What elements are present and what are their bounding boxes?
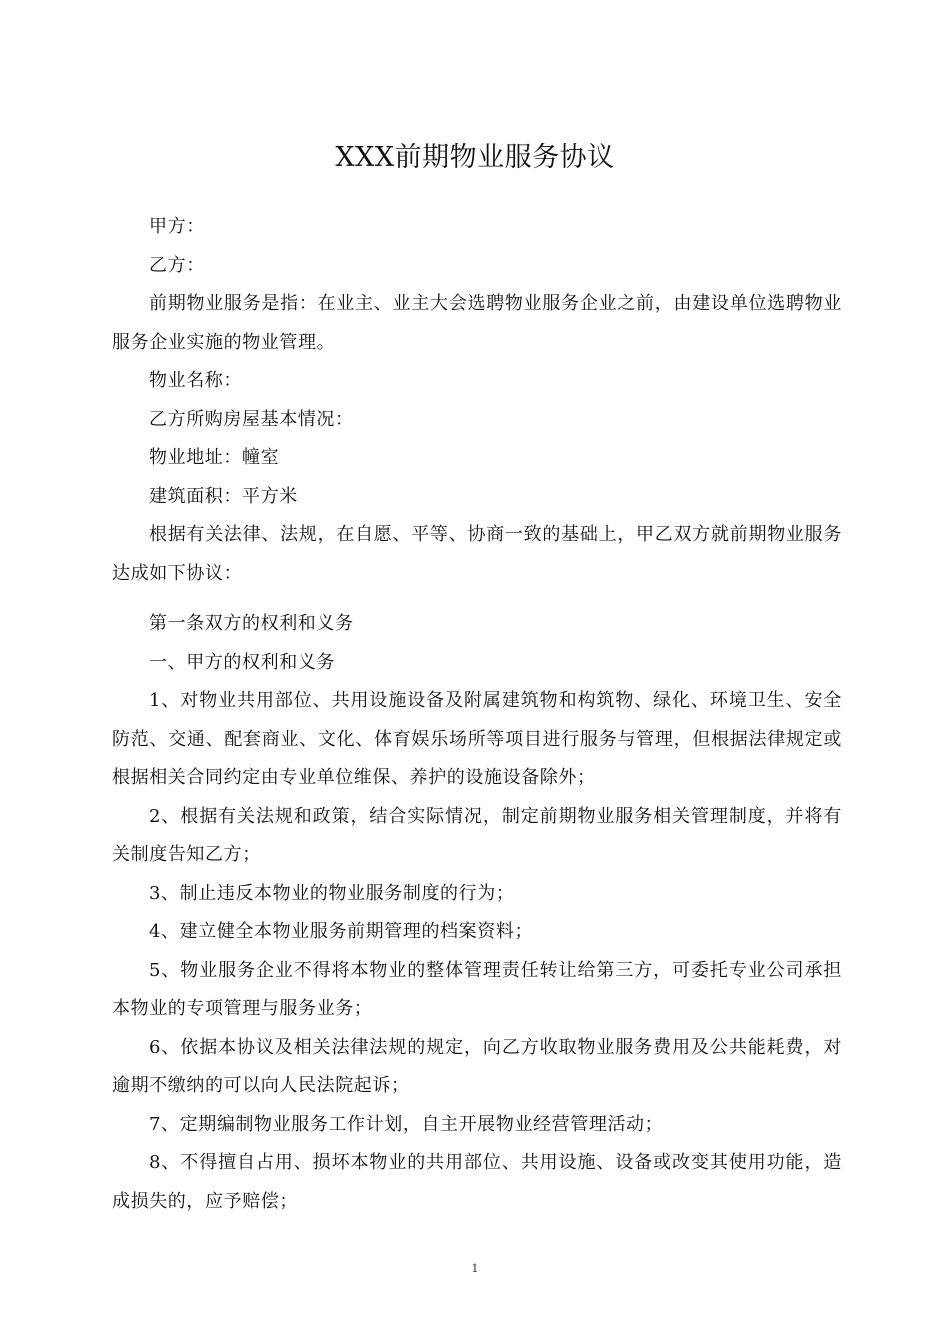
page-number: 1 xyxy=(471,1262,479,1275)
document-body xyxy=(112,208,842,1221)
definition-paragraph: 前期物业服务是指：在业主、业主大会选聘物业服务企业之前，由建设单位选聘物业服务企业实施的物业管理。 xyxy=(112,293,842,353)
clause-2: 2、根据有关法规和政策，结合实际情况，制定前期物业服务相关管理制度，并将有关制度告知乙方； xyxy=(112,805,842,865)
document-title: XXX前期物业服务协议 xyxy=(335,142,615,173)
clause-7: 7、定期编制物业服务工作计划，自主开展物业经营管理活动； xyxy=(149,1113,664,1135)
clause-6: 6、依据本协议及相关法律法规的规定，向乙方收取物业服务费用及公共能耗费，对逾期不缴纳的可以向人民法院起诉； xyxy=(112,1036,842,1096)
article-one-heading: 第一条双方的权利和义务 xyxy=(149,613,354,634)
party-a-line: 甲方： xyxy=(149,216,205,237)
clause-1: 1、对物业共用部位、共用设施设备及附属建筑物和构筑物、绿化、环境卫生、安全防范、交通、配套商业、文化、体育娱乐场所等项目进行服务与管理，但根据法律规定或根据相关合同约定由专业单位维保、养护的设施设备除外； xyxy=(112,690,842,788)
clause-5: 5、物业服务企业不得将本物业的整体管理责任转让给第三方，可委托专业公司承担本物业的专项管理与服务业务； xyxy=(112,959,842,1019)
party-b-line: 乙方： xyxy=(149,254,205,276)
property-name-line: 物业名称： xyxy=(149,370,242,391)
clause-3: 3、制止违反本物业的物业服务制度的行为； xyxy=(149,882,515,904)
agreement-basis-paragraph: 根据有关法律、法规，在自愿、平等、协商一致的基础上，甲乙双方就前期物业服务达成如下协议： xyxy=(112,524,842,584)
clause-8: 8、不得擅自占用、损坏本物业的共用部位、共用设施、设备或改变其使用功能，造成损失的，应予赔偿； xyxy=(112,1152,842,1212)
section-one-heading: 一、甲方的权利和义务 xyxy=(149,651,335,673)
building-area-line: 建筑面积：平方米 xyxy=(149,485,298,507)
clause-4: 4、建立健全本物业服务前期管理的档案资料； xyxy=(149,921,534,942)
property-address-line: 物业地址：幢室 xyxy=(149,447,280,468)
house-info-line: 乙方所购房屋基本情况： xyxy=(149,408,354,430)
